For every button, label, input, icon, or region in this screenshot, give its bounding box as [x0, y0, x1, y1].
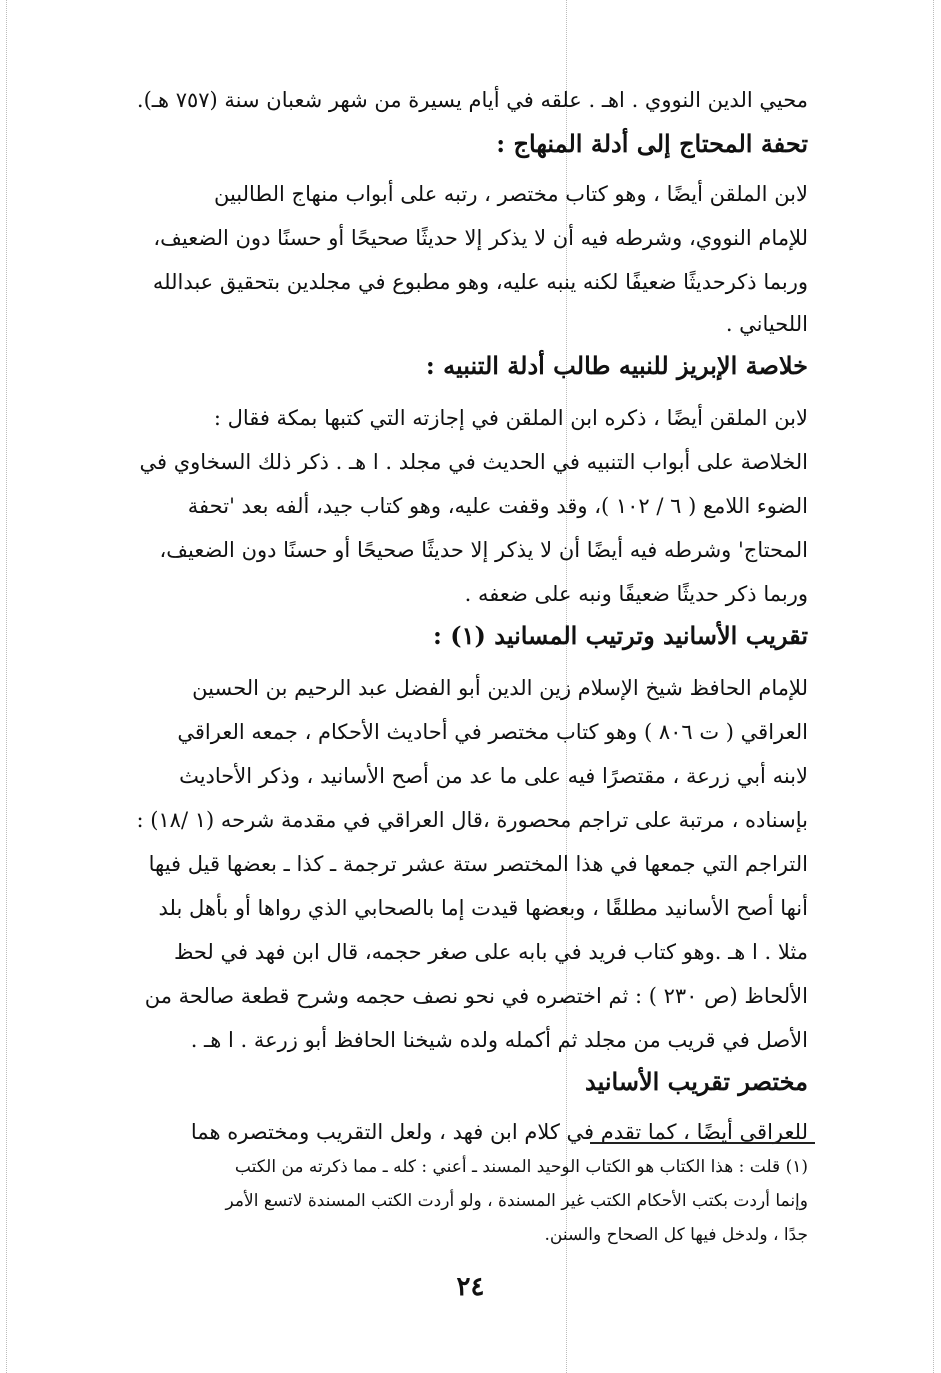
- text-line: لابن الملقن أيضًا ، ذكره ابن الملقن في إجازته التي كتبها بمكة فقال :: [213, 406, 808, 430]
- footnote-line: جدًا ، ولدخل فيها كل الصحاح والسنن.: [544, 1225, 808, 1245]
- text-line: أنها أصح الأسانيد مطلقًا ، وبعضها قيدت إما بالصحابي الذي رواها أو بأهل بلد: [158, 896, 808, 920]
- text-line: التراجم التي جمعها في هذا المختصر ستة عشر ترجمة ـ كذا ـ بعضها قيل فيها: [148, 852, 808, 876]
- footnote-line: وإنما أردت بكتب الأحكام الكتب غير المسندة ، ولو أردت الكتب المسندة لاتسع الأمر: [225, 1191, 808, 1211]
- section-heading: مختصر تقريب الأسانيد: [585, 1067, 808, 1096]
- text-line: المحتاج' وشرطه فيه أيضًا أن لا يذكر إلا حديثًا صحيحًا أو حسنًا دون الضعيف،: [159, 538, 808, 562]
- main-text: [68, 80, 808, 1144]
- scan-edge-right: [933, 0, 934, 1373]
- text-line: بإسناده ، مرتبة على تراجم محصورة ،قال العراقي في مقدمة شرحه (١ /١٨) :: [136, 808, 808, 832]
- text-line: لابن الملقن أيضًا ، وهو كتاب مختصر ، رتبه على أبواب منهاج الطالبين: [213, 182, 808, 206]
- text-line: الضوء اللامع ( ٦ / ١٠٢ )، وقد وقفت عليه، وهو كتاب جيد، ألفه بعد 'تحفة: [187, 494, 808, 518]
- text-line: الألحاظ (ص ٢٣٠ ) : ثم اختصره في نحو نصف حجمه وشرح قطعة صالحة من: [144, 984, 808, 1008]
- text-line: للعراقي أيضًا ، كما تقدم في كلام ابن فهد ، ولعل التقريب ومختصره هما: [190, 1120, 808, 1144]
- text-line: وربما ذكر حديثًا ضعيفًا ونبه على ضعفه .: [464, 582, 808, 606]
- text-line: الخلاصة على أبواب التنبيه في الحديث في مجلد . ا هـ . ذكر ذلك السخاوي في: [139, 450, 808, 474]
- section-heading: تقريب الأسانيد وترتيب المسانيد (١) :: [433, 621, 808, 650]
- text-line: لابنه أبي زرعة ، مقتصرًا فيه على ما عد من أصح الأسانيد ، وذكر الأحاديث: [179, 764, 808, 788]
- text-line: العراقي ( ت ٨٠٦ ) وهو كتاب مختصر في أحاديث الأحكام ، جمعه العراقي: [177, 720, 808, 744]
- section-heading: تحفة المحتاج إلى أدلة المنهاج :: [496, 129, 808, 158]
- text-line: وربما ذكرحديثًا ضعيفًا لكنه ينبه عليه، وهو مطبوع في مجلدين بتحقيق عبدالله: [152, 270, 808, 294]
- footnote: [68, 1152, 808, 1252]
- footnote-separator: [590, 1142, 815, 1144]
- footnote-line: (١) قلت : هذا الكتاب هو الكتاب الوحيد المسند ـ أعني : كله ـ مما ذكرته من الكتب: [234, 1157, 808, 1177]
- text-line: مثلا . ا هـ .وهو كتاب فريد في بابه على صغر حجمه، قال ابن فهد في لحظ: [173, 940, 808, 964]
- text-line: الأصل في قريب من مجلد ثم أكمله ولده شيخنا الحافظ أبو زرعة . ا هـ .: [190, 1028, 808, 1052]
- text-line: محيي الدين النووي . اهـ . علقه في أيام يسيرة من شهر شعبان سنة (٧٥٧ هـ).: [136, 88, 808, 112]
- page-number: ٢٤: [456, 1272, 485, 1302]
- text-line: للإمام الحافظ شيخ الإسلام زين الدين أبو الفضل عبد الرحيم بن الحسين: [192, 676, 808, 700]
- section-heading: خلاصة الإبريز للنبيه طالب أدلة التنبيه :: [425, 351, 808, 380]
- scan-edge-left: [6, 0, 7, 1373]
- text-line: للإمام النووي، وشرطه فيه أن لا يذكر إلا حديثًا صحيحًا أو حسنًا دون الضعيف،: [153, 226, 808, 250]
- text-line: اللحياني .: [725, 312, 808, 336]
